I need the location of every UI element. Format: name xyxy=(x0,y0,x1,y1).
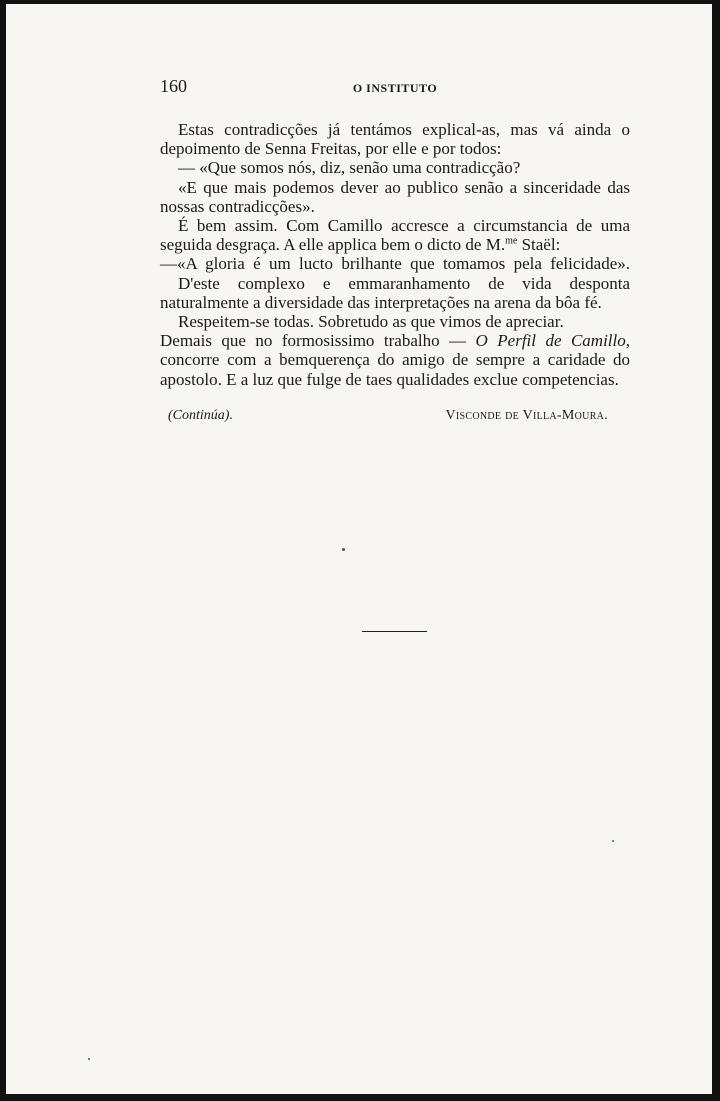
signature-row xyxy=(168,408,608,428)
ink-speck xyxy=(342,548,345,551)
paragraph xyxy=(160,216,630,254)
paragraph-text: concorre com a bemquerença do amigo de sempre a caridade do apostolo. E a luz que fulge de taes qualidades exclue competencias. xyxy=(160,350,630,389)
section-divider xyxy=(362,631,427,632)
paragraph: — «Que somos nós, diz, senão uma contradicção? xyxy=(178,158,521,178)
page-number: 160 xyxy=(160,76,187,96)
ink-speck xyxy=(612,840,614,842)
paragraph: Respeitem-se todas. Sobretudo as que vimos de apreciar. xyxy=(178,312,564,332)
quotation: —«A gloria é um lucto brilhante que tomamos pela felicidade». xyxy=(160,254,630,274)
continua-note: (Continúa). xyxy=(168,408,233,423)
paragraph: Estas contradicções já tentámos explical-as, mas vá ainda o depoimento de Senna Freitas, por elle e por todos: xyxy=(160,120,630,159)
superscript: me xyxy=(505,235,518,247)
author-signature: Visconde de Villa-Moura. xyxy=(445,408,608,423)
ink-speck xyxy=(88,1058,90,1060)
paragraph xyxy=(160,331,630,389)
paragraph: D'este complexo e emmaranhamento de vida desponta naturalmente a diversidade das interpretações na arena da bôa fé. xyxy=(160,273,630,312)
running-head: O INSTITUTO xyxy=(352,81,438,95)
page-header xyxy=(160,76,630,102)
paragraph-text: Staël: xyxy=(517,235,561,255)
work-title: O Perfil de Camillo, xyxy=(475,331,630,351)
article-body xyxy=(160,120,630,389)
paragraph-text: Demais que no formosissimo trabalho — xyxy=(160,331,476,351)
paragraph-text: É bem assim. Com Camillo accresce a circumstancia de uma seguida desgraça. A elle applica bem o dicto de M. xyxy=(160,216,630,255)
paragraph: «E que mais podemos dever ao publico senão a sinceridade das nossas contradicções». xyxy=(160,177,630,216)
